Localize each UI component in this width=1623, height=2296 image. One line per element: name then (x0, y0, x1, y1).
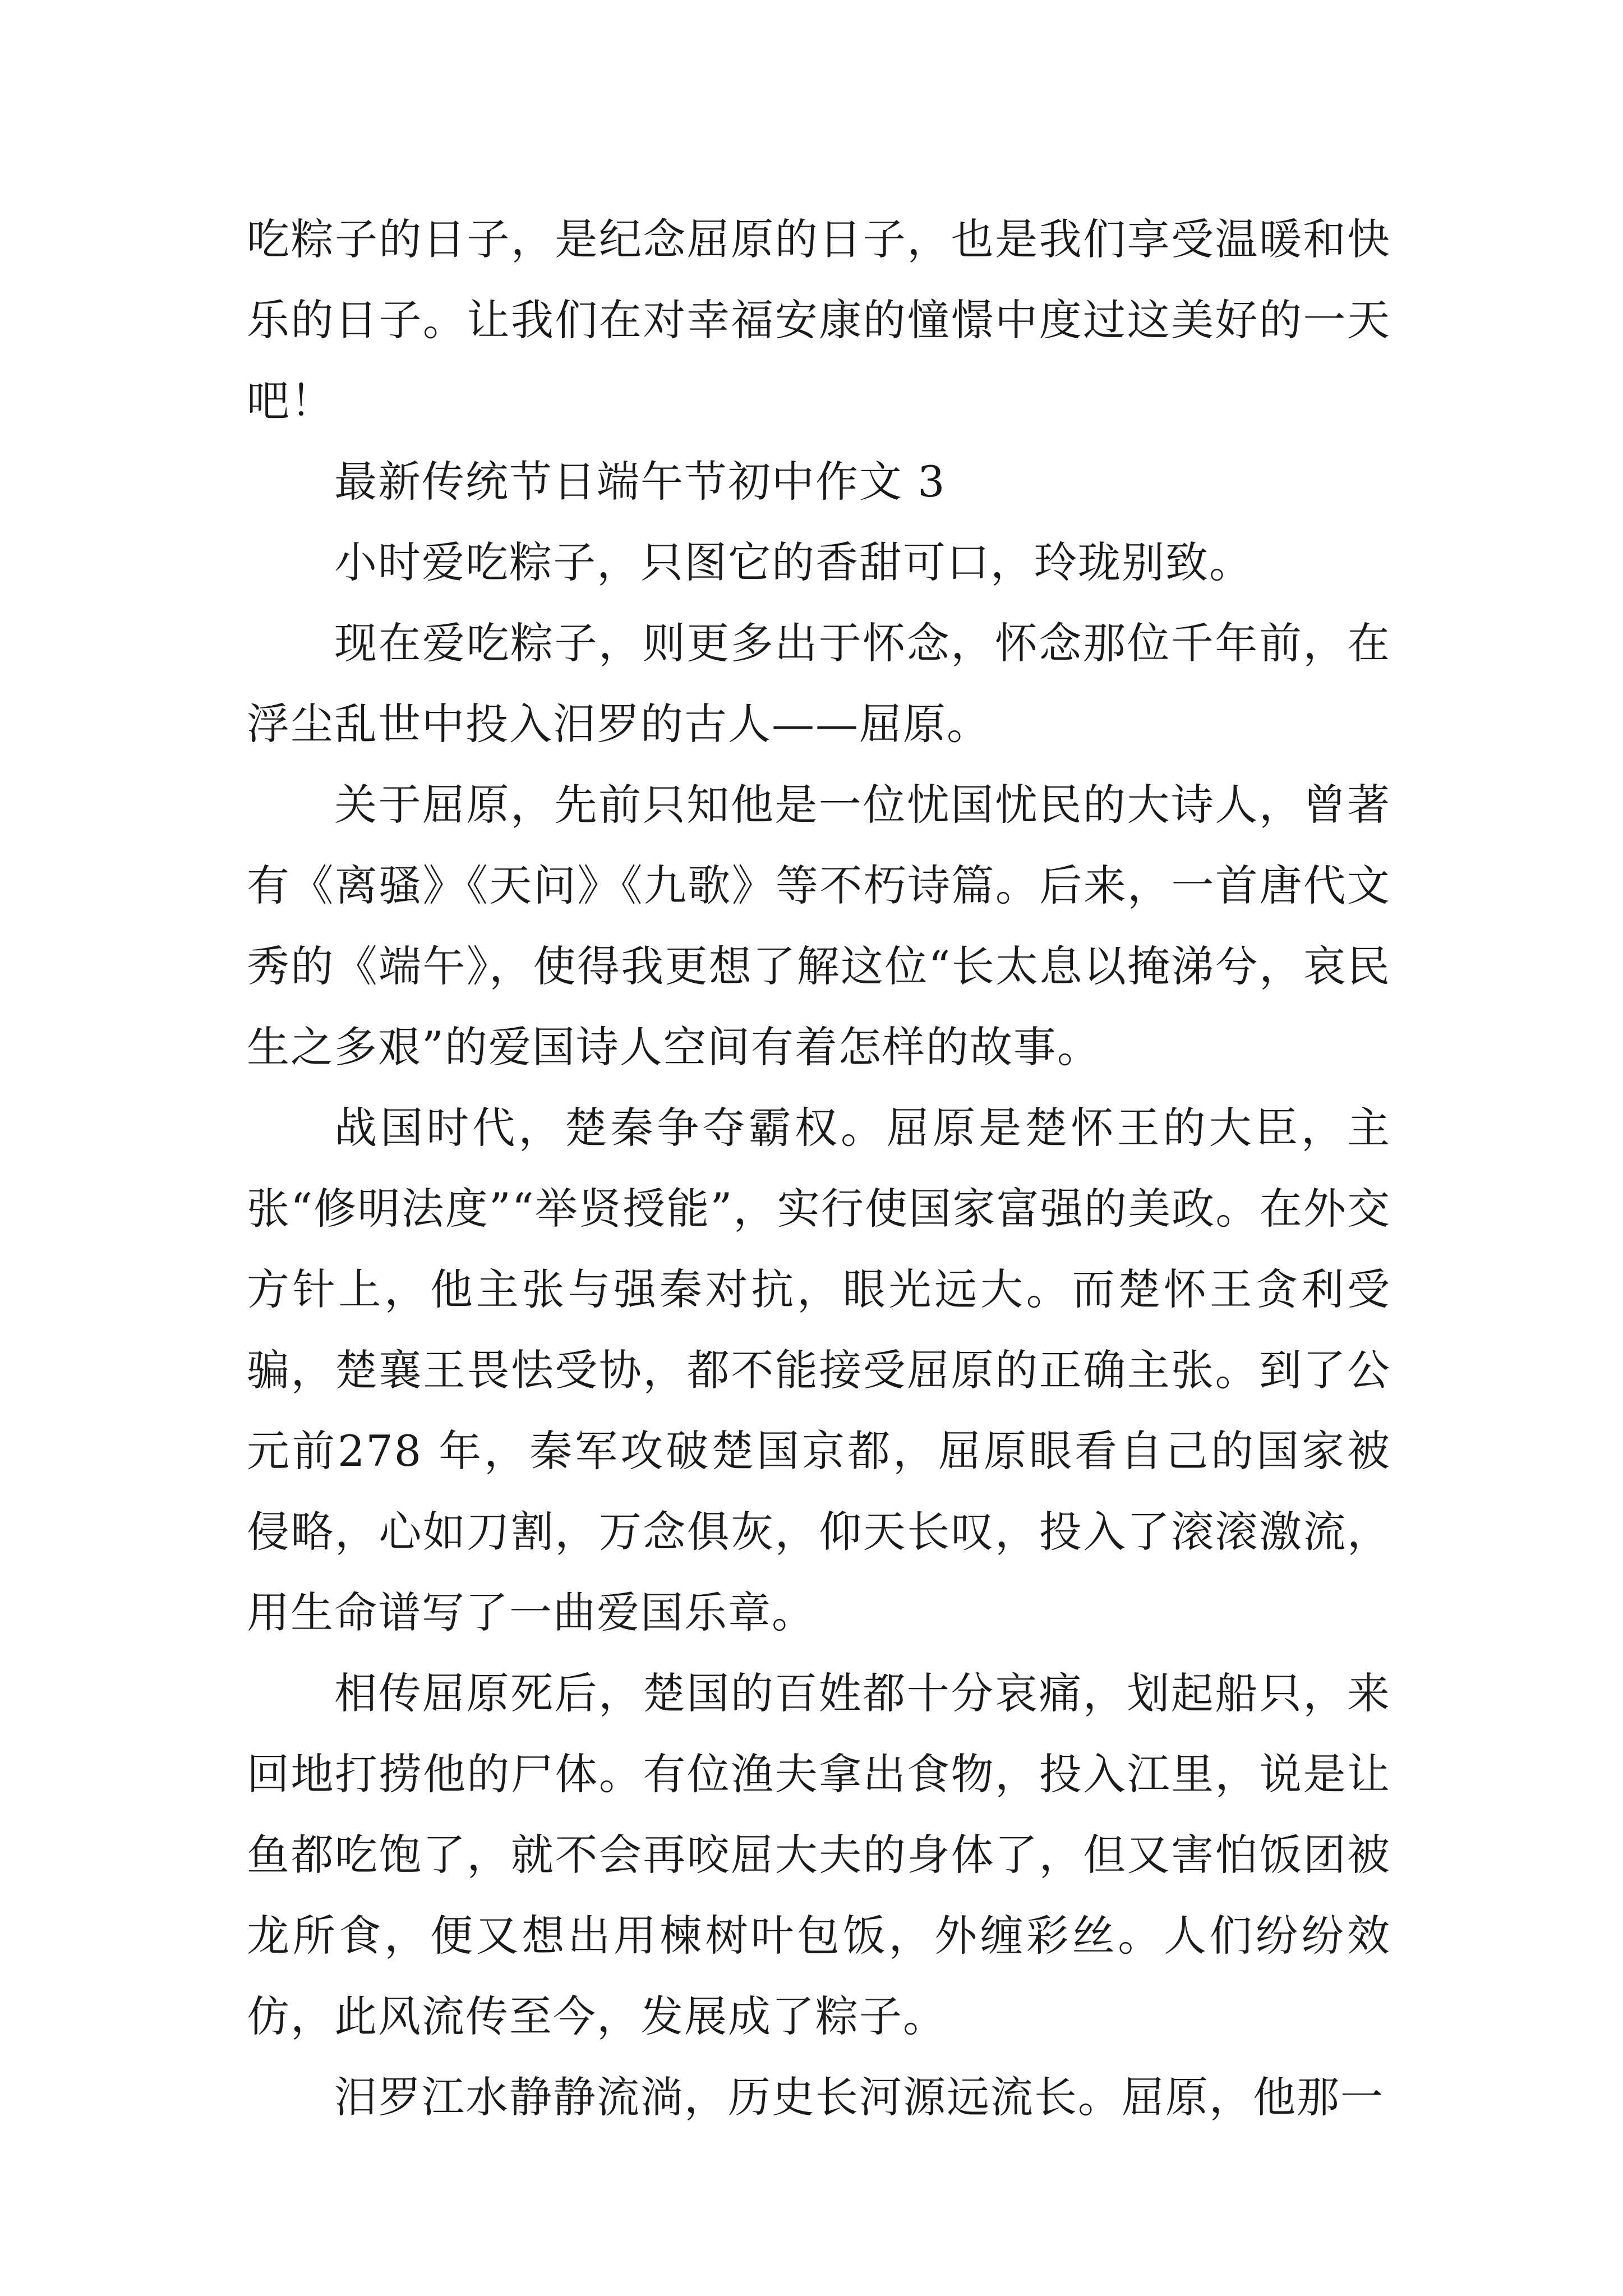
paragraph: 小时爱吃粽子，只图它的香甜可口，玲珑别致。 (334, 537, 1253, 587)
paragraph-continuation: 吃粽子的日子，是纪念屈原的日子，也是我们享受温暖和快乐的日子。让我们在对幸福安康的憧憬中度过这美好的一天吧！ (247, 214, 1391, 426)
document-body (247, 199, 1391, 2138)
paragraph: 关于屈原，先前只知他是一位忧国忧民的大诗人，曾著有《离骚》《天问》《九歌》等不朽诗篇。后来，一首唐代文秀的《端午》，使得我更想了解这位“长太息以掩涕兮，哀民生之多艰”的爱国诗人空间有着怎样的故事。 (247, 780, 1391, 1072)
paragraph: 战国时代，楚秦争夺霸权。屈原是楚怀王的大臣，主张“修明法度”“举贤授能”，实行使国家富强的美政。在外交方针上，他主张与强秦对抗，眼光远大。而楚怀王贪利受骗，楚襄王畏怯受协，都不能接受屈原的正确主张。到了公元前278 年，秦军攻破楚国京都，屈原眼看自己的国家被侵略，心如刀割，万念俱灰，仰天长叹，投入了滚滚激流，用生命谱写了一曲爱国乐章。 (247, 1103, 1391, 1637)
paragraph: 相传屈原死后，楚国的百姓都十分哀痛，划起船只，来回地打捞他的尸体。有位渔夫拿出食物，投入江里，说是让鱼都吃饱了，就不会再咬屈大夫的身体了，但又害怕饭团被龙所食，便又想出用楝树叶包饭，外缠彩丝。人们纷纷效仿，此风流传至今，发展成了粽子。 (247, 1668, 1391, 2041)
section-heading: 最新传统节日端午节初中作文 3 (334, 457, 946, 507)
paragraph: 现在爱吃粽子，则更多出于怀念，怀念那位千年前，在浮尘乱世中投入汨罗的古人——屈原。 (247, 618, 1391, 749)
paragraph: 汨罗江水静静流淌，历史长河源远流长。屈原，他那一 (334, 2072, 1384, 2122)
